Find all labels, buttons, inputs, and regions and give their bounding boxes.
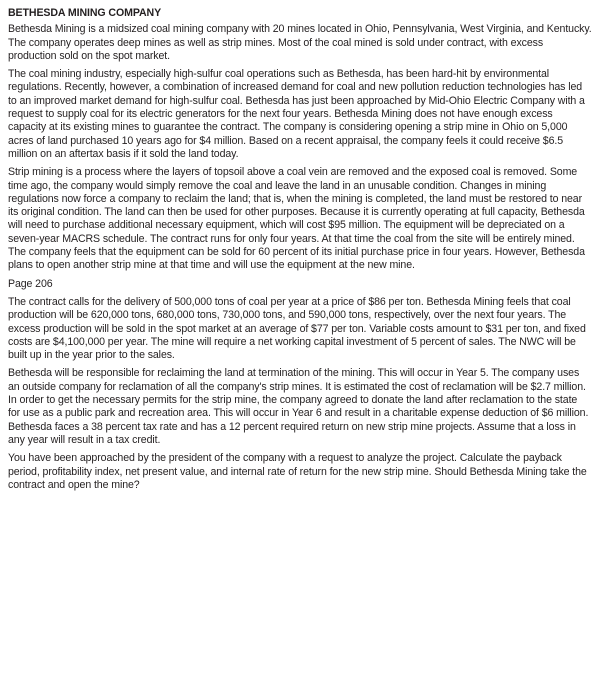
paragraph-reclamation: Bethesda will be responsible for reclaiming the land at termination of the mining. This will occur in Year 5. The company uses an outside company for reclamation of all the company's strip mines. It is estimated the cost of reclamation will be $2.7 million. In order to get the necessary permits for the strip mine, the company agreed to donate the land after reclamation to the state for use as a public park and recreation area. This will occur in Year 6 and result in a charitable expense deduction of $6 million. Bethesda faces a 38 percent tax rate and has a 12 percent required return on new strip mine projects. Assume that a loss in any year will result in a tax credit. xyxy=(8,367,589,446)
paragraph-strip-mining: Strip mining is a process where the layers of topsoil above a coal vein are removed and the exposed coal is removed. Some time ago, the company would simply remove the coal and leave the land in an unusable condition. Changes in mining regulations now force a company to reclaim the land; that is, when the mining is completed, the land must be restored to near its original condition. The land can then be used for other purposes. Because it is currently operating at full capacity, Bethesda will need to purchase additional necessary equipment, which will cost $95 million. The equipment will be depreciated on a seven-year MACRS schedule. The contract runs for only four years. At that time the coal from the site will be entirely mined. The company feels that the equipment can be sold for 60 percent of its initial purchase price in four years. However, Bethesda plans to open another strip mine at that time and will use the equipment at the new mine. xyxy=(8,166,585,272)
paragraph-contract-terms: The contract calls for the delivery of 500,000 tons of coal per year at a price of $86 per ton. Bethesda Mining feels that coal production will be 620,000 tons, 680,000 tons, 730,000 tons, and 590,000 tons, respectively, over the next four years. The excess production will be sold in the spot market at an average of $77 per ton. Variable costs amount to $31 per ton, and fixed costs are $4,100,000 per year. The mine will require a net working capital investment of 5 percent of sales. The NWC will be built up in the year prior to the sales. xyxy=(8,295,586,362)
page-number-label: Page 206 xyxy=(8,277,53,290)
document-title: BETHESDA MINING COMPANY xyxy=(8,7,162,19)
paragraph-company-overview: Bethesda Mining is a midsized coal mining company with 20 mines located in Ohio, Pennsylvania, West Virginia, and Kentucky. The company operates deep mines as well as strip mines. Most of the coal mined is sold under contract, with excess production sold on the spot market. xyxy=(8,23,592,62)
case-document xyxy=(8,7,592,497)
paragraph-question: You have been approached by the president of the company with a request to analyze the project. Calculate the payback period, profitability index, net present value, and internal rate of return for the new strip mine. Should Bethesda Mining take the contract and open the mine? xyxy=(8,452,587,491)
paragraph-industry-background: The coal mining industry, especially high-sulfur coal operations such as Bethesda, has been hard-hit by environmental regulations. Recently, however, a combination of increased demand for coal and new pollution reduction technologies has led to an improved market demand for high-sulfur coal. Bethesda has just been approached by Mid-Ohio Electric Company with a request to supply coal for its electric generators for the next four years. Bethesda Mining does not have enough excess capacity at its existing mines to guarantee the contract. The company is considering opening a strip mine in Ohio on 5,000 acres of land purchased 10 years ago for $4 million. Based on a recent appraisal, the company feels it could receive $6.5 million on an aftertax basis if it sold the land today. xyxy=(8,68,585,160)
